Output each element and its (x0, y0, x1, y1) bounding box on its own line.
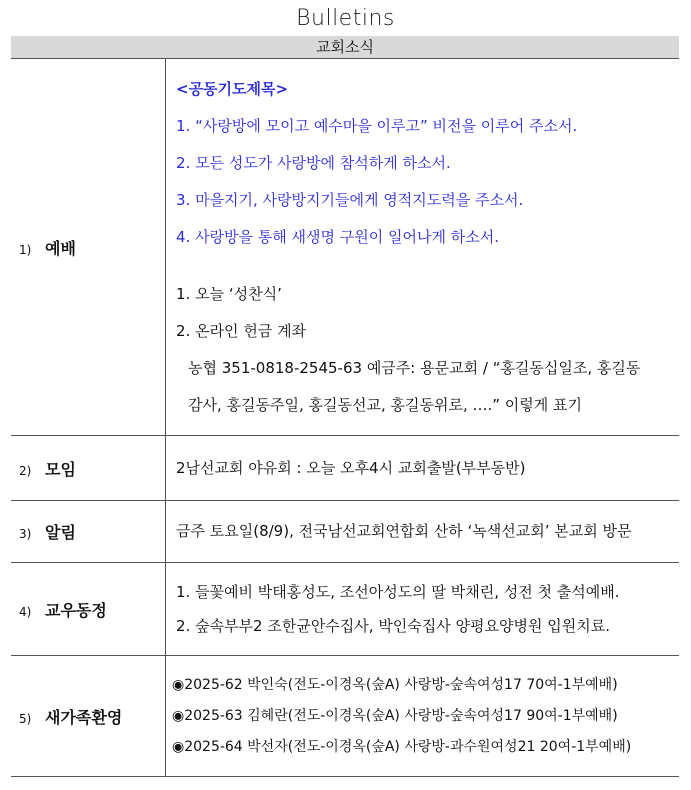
meeting-text: 2남선교회 야유회 : 오늘 오후4시 교회출발(부부동반) (176, 458, 526, 477)
worship-content (166, 59, 680, 436)
prayer-item: 3. 마을지기, 사랑방지기들에게 영적지도력을 주소서. (176, 190, 524, 209)
bulletin-table (11, 58, 679, 777)
prayer-item: 1. “사랑방에 모이고 예수마을 이루고” 비전을 이루어 주소서. (176, 116, 578, 135)
members-item: 2. 숲속부부2 조한균안수집사, 박인숙집사 양평요양병원 입원치료. (176, 617, 610, 635)
prayer-item: 4. 사랑방을 통해 새생명 구원이 일어나게 하소서. (176, 227, 499, 246)
newcomers-content (166, 656, 680, 777)
table-row (11, 59, 679, 436)
row-number: 4) (19, 604, 32, 619)
row-name: 예배 (45, 238, 76, 258)
members-item: 1. 들꽃예비 박태홍성도, 조선아성도의 딸 박채린, 성전 첫 출석예배. (176, 583, 620, 601)
row-number: 2) (19, 463, 32, 478)
newcomer-item: ◉2025-64 박선자(전도-이경옥(숲A) 사랑방-과수원여성21 20여-1부예배) (172, 738, 632, 755)
row-number: 3) (19, 527, 32, 541)
members-label (11, 563, 166, 656)
notice-label (11, 501, 166, 563)
row-number: 5) (19, 711, 32, 726)
table-row (11, 436, 679, 501)
prayer-item: 2. 모든 성도가 사랑방에 참석하게 하소서. (176, 153, 451, 172)
members-content (166, 563, 680, 656)
prayer-title: <공동기도제목> (176, 79, 289, 98)
notice-text: 금주 토요일(8/9), 전국남선교회연합회 산하 ‘녹색선교회’ 본교회 방문 (176, 522, 632, 540)
table-row (11, 501, 679, 563)
notice-content (166, 501, 680, 563)
row-name: 알림 (45, 523, 76, 542)
newcomers-label (11, 656, 166, 777)
notice-item: 2. 온라인 헌금 계좌 (176, 321, 307, 340)
table-row (11, 563, 679, 656)
row-name: 교우동정 (45, 600, 107, 620)
meeting-label (11, 436, 166, 501)
notice-item: 1. 오늘 ‘성찬식’ (176, 284, 282, 303)
row-number: 1) (19, 242, 32, 257)
meeting-content (166, 436, 680, 501)
row-name: 모임 (45, 459, 76, 479)
newcomer-item: ◉2025-63 김혜란(전도-이경옥(숲A) 사랑방-숲속여성17 90여-1부예배) (172, 707, 618, 724)
newcomer-item: ◉2025-62 박인숙(전도-이경옥(숲A) 사랑방-숲속여성17 70여-1부예배) (172, 676, 618, 693)
table-row (11, 656, 679, 777)
page-title: Bulletins (296, 6, 395, 31)
bank-account: 농협 351-0818-2545-63 예금주: 용문교회 / “홍길동십일조, 홍길동 (188, 358, 641, 377)
section-header: 교회소식 (11, 36, 679, 58)
row-name: 새가족환영 (45, 707, 123, 727)
bank-account-note: 감사, 홍길동주일, 홍길동선교, 홍길동위로, ….” 이렇게 표기 (188, 395, 583, 414)
worship-label (11, 59, 166, 436)
